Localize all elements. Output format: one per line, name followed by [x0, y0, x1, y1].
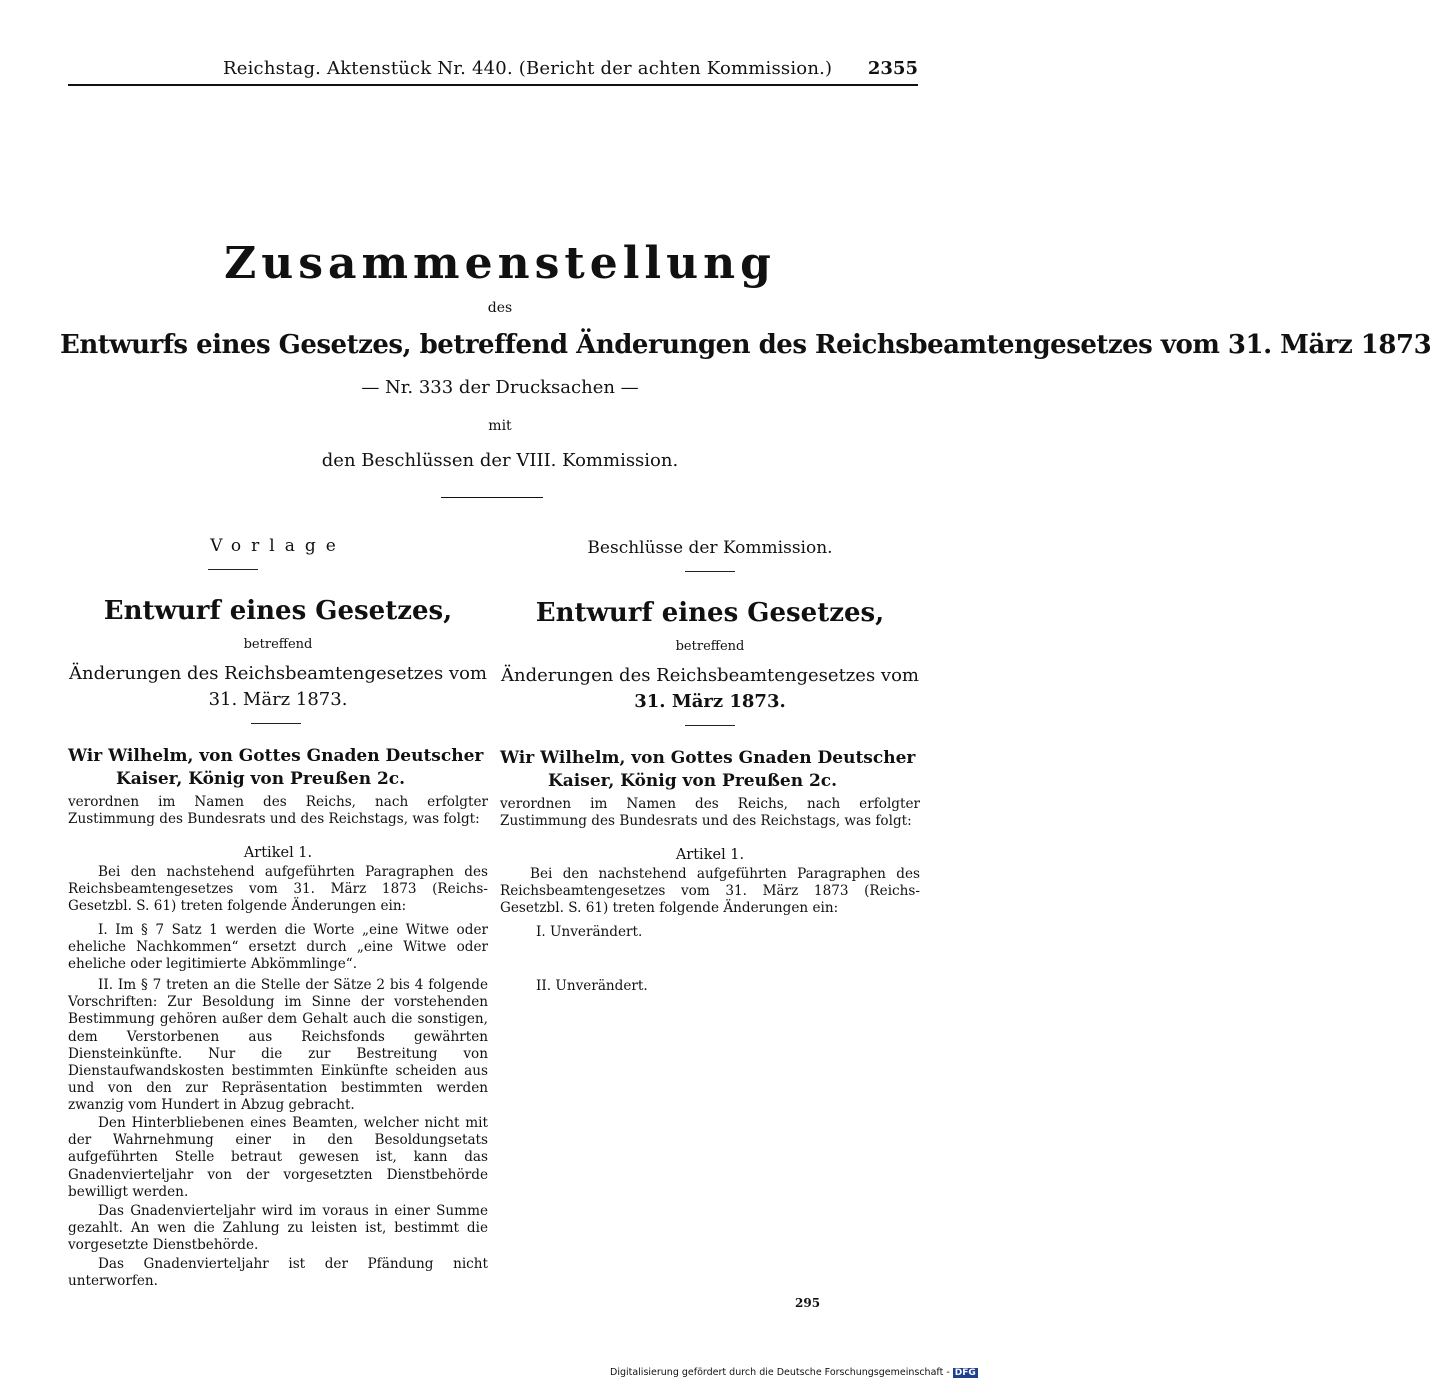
left-paragraph-summe: Das Gnadenvierteljahr wird im voraus in einer Summe gezahlt. An wen die Zahlung zu leisten ist, bestimmt die vorgesetzte Dienstbehörde.	[68, 1203, 488, 1254]
running-title: Reichstag. Aktenstück Nr. 440. (Bericht der achten Kommission.)	[223, 58, 833, 79]
left-verordnen: verordnen im Namen des Reichs, nach erfolgter Zustimmung des Bundesrats und des Reichstags, was folgt:	[68, 794, 488, 828]
digitization-text: Digitalisierung gefördert durch die Deutsche Forschungsgemeinschaft -	[610, 1367, 950, 1378]
title-des: des	[487, 300, 513, 316]
commission-decisions-line: den Beschlüssen der VIII. Kommission.	[321, 450, 679, 471]
vorlage-column	[68, 0, 488, 1383]
commission-column	[500, 0, 920, 1383]
right-preamble-wir: Wir Wilhelm, von Gottes Gnaden Deutscher	[500, 748, 916, 768]
document-title: Zusammenstellung	[224, 238, 776, 289]
document-subtitle: Entwurfs eines Gesetzes, betreffend Änderungen des Reichsbeamtengesetzes vom 31. März 1873	[60, 330, 1431, 360]
left-preamble-wir: Wir Wilhelm, von Gottes Gnaden Deutscher	[68, 746, 484, 766]
right-amendments-title: Änderungen des Reichsbeamtengesetzes vom	[501, 665, 919, 686]
signature-number: 295	[795, 1296, 821, 1310]
right-date-rule	[685, 725, 735, 726]
left-paragraph-hinterbliebene: Den Hinterbliebenen eines Beamten, welcher nicht mit der Wahrnehmung einer in den Besoldungsetats aufgeführten Stelle betraut gewesen ist, kann das Gnadenvierteljahr von der vorgesetzten Dienstbehörde bewilligt werden.	[68, 1115, 488, 1200]
dfg-logo: DFG	[954, 1368, 976, 1378]
left-paragraph-pfaendung: Das Gnadenvierteljahr ist der Pfändung nicht unterworfen.	[68, 1256, 488, 1290]
left-date-rule	[251, 723, 301, 724]
vorlage-heading: Vorlage	[210, 536, 346, 556]
commission-heading-rule	[685, 571, 735, 572]
right-artikel-1: Artikel 1.	[675, 847, 745, 863]
vorlage-heading-rule	[208, 569, 258, 570]
left-betreffend: betreffend	[243, 637, 313, 652]
right-item-ii: II. Unverändert.	[536, 978, 648, 994]
left-preamble-kaiser: Kaiser, König von Preußen 2c.	[116, 769, 406, 789]
drucksache-reference: — Nr. 333 der Drucksachen —	[361, 377, 639, 398]
left-paragraph-ii: II. Im § 7 treten an die Stelle der Sätze 2 bis 4 folgende Vorschriften: Zur Besoldung im Sinne der vorstehenden Bestimmung gehören außer dem Gehalt auch die sonstigen, dem Verstorbenen aus Reichsfonds gewährten Diensteinkünfte. Nur die zur Bestreitung von Dienstaufwandskosten bestimmten Einkünfte scheiden aus und von den zur Repräsentation bestimmten werden zwanzig vom Hundert in Abzug gebracht.	[68, 977, 488, 1114]
right-item-i: I. Unverändert.	[536, 924, 643, 940]
left-paragraph-i: I. Im § 7 Satz 1 werden die Worte „eine Witwe oder eheliche Nachkommen“ ersetzt durch „eine Witwe oder eheliche oder legitimierte Abkömmlinge“.	[68, 922, 488, 973]
right-verordnen: verordnen im Namen des Reichs, nach erfolgter Zustimmung des Bundesrats und des Reichstags, was folgt:	[500, 796, 920, 830]
left-artikel-1: Artikel 1.	[243, 845, 313, 861]
left-draft-title: Entwurf eines Gesetzes,	[103, 596, 453, 626]
commission-heading: Beschlüsse der Kommission.	[587, 538, 833, 558]
left-date: 31. März 1873.	[208, 689, 348, 710]
right-betreffend: betreffend	[675, 639, 745, 654]
left-amendments-title: Änderungen des Reichsbeamtengesetzes vom	[69, 663, 487, 684]
right-draft-title: Entwurf eines Gesetzes,	[535, 598, 885, 628]
right-paragraph-1: Bei den nachstehend aufgeführten Paragraphen des Reichsbeamtengesetzes vom 31. März 1873 (Reichs-Gesetzbl. S. 61) treten folgende Änderungen ein:	[500, 866, 920, 917]
left-paragraph-1: Bei den nachstehend aufgeführten Paragraphen des Reichsbeamtengesetzes vom 31. März 1873 (Reichs-Gesetzbl. S. 61) treten folgende Änderungen ein:	[68, 864, 488, 915]
page-number: 2355	[867, 58, 918, 79]
digitization-note	[610, 1367, 978, 1378]
title-mit: mit	[488, 418, 512, 434]
right-preamble-kaiser: Kaiser, König von Preußen 2c.	[548, 771, 838, 791]
right-date: 31. März 1873.	[634, 691, 786, 712]
